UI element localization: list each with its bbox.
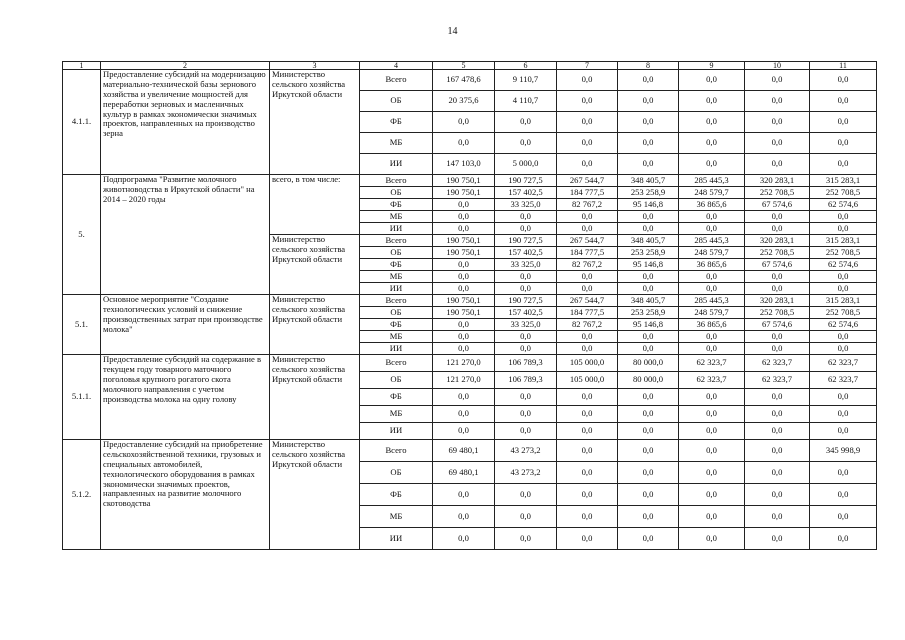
value-cell: 0,0 [618,484,679,506]
value-cell: 267 544,7 [557,295,618,307]
funding-source: ИИ [360,283,433,295]
value-cell: 0,0 [557,423,618,440]
funding-source: МБ [360,133,433,154]
value-cell: 67 574,6 [745,199,810,211]
value-cell: 0,0 [745,112,810,133]
value-cell: 0,0 [745,70,810,91]
value-cell: 0,0 [679,223,745,235]
funding-source: ОБ [360,307,433,319]
value-cell: 0,0 [679,331,745,343]
value-cell: 0,0 [618,133,679,154]
value-cell: 0,0 [618,343,679,355]
value-cell: 0,0 [618,271,679,283]
value-cell: 0,0 [618,440,679,462]
column-number: 11 [810,62,877,70]
value-cell: 0,0 [495,133,557,154]
value-cell: 0,0 [745,506,810,528]
value-cell: 0,0 [679,528,745,550]
value-cell: 33 325,0 [495,319,557,331]
funding-source: ИИ [360,423,433,440]
item-name: Основное мероприятие "Создание технологических условий и снижение производственных затрат при производстве молока" [101,295,270,355]
funding-source: ИИ [360,528,433,550]
value-cell: 285 445,3 [679,295,745,307]
value-cell: 0,0 [557,506,618,528]
value-cell: 252 708,5 [745,247,810,259]
value-cell: 0,0 [495,343,557,355]
value-cell: 157 402,5 [495,307,557,319]
value-cell: 0,0 [745,133,810,154]
item-name: Подпрограмма "Развитие молочного животноводства в Иркутской области" на 2014 – 2020 годы [101,175,270,295]
value-cell: 0,0 [745,223,810,235]
funding-source: ФБ [360,259,433,271]
funding-source: ОБ [360,462,433,484]
value-cell: 147 103,0 [433,154,495,175]
value-cell: 0,0 [745,528,810,550]
value-cell: 0,0 [810,283,877,295]
item-name: Предоставление субсидий на модернизацию материально-технической базы зернового хозяйства и увеличение мощностей для переработки зерновых и масленичных культур в рамках экономически значимых проектов, направленных на производство зерна [101,70,270,175]
funding-source: ОБ [360,372,433,389]
value-cell: 0,0 [618,112,679,133]
page-number: 14 [447,26,458,37]
value-cell: 0,0 [495,331,557,343]
value-cell: 0,0 [433,423,495,440]
value-cell: 0,0 [557,211,618,223]
value-cell: 0,0 [745,389,810,406]
value-cell: 0,0 [557,91,618,112]
value-cell: 315 283,1 [810,175,877,187]
value-cell: 253 258,9 [618,187,679,199]
value-cell: 0,0 [810,271,877,283]
value-cell: 167 478,6 [433,70,495,91]
value-cell: 0,0 [557,271,618,283]
value-cell: 0,0 [679,154,745,175]
responsible-executor: Министерство сельского хозяйства Иркутской области [270,295,360,355]
table-row [63,295,877,307]
value-cell: 82 767,2 [557,319,618,331]
value-cell: 0,0 [433,389,495,406]
value-cell: 69 480,1 [433,440,495,462]
value-cell: 0,0 [557,331,618,343]
value-cell: 0,0 [495,112,557,133]
value-cell: 253 258,9 [618,307,679,319]
column-number: 9 [679,62,745,70]
responsible-executor: Министерство сельского хозяйства Иркутской области [270,235,360,295]
value-cell: 190 727,5 [495,235,557,247]
funding-source: ФБ [360,389,433,406]
value-cell: 315 283,1 [810,235,877,247]
funding-source: МБ [360,406,433,423]
funding-source: ФБ [360,319,433,331]
value-cell: 190 750,1 [433,295,495,307]
value-cell: 62 574,6 [810,259,877,271]
value-cell: 0,0 [810,528,877,550]
funding-source: ОБ [360,187,433,199]
value-cell: 4 110,7 [495,91,557,112]
value-cell: 0,0 [433,484,495,506]
value-cell: 252 708,5 [745,307,810,319]
value-cell: 0,0 [679,506,745,528]
value-cell: 0,0 [495,389,557,406]
value-cell: 121 270,0 [433,372,495,389]
value-cell: 190 750,1 [433,247,495,259]
item-code: 5.1.2. [63,440,101,550]
table-row [63,70,877,91]
funding-source: Всего [360,235,433,247]
value-cell: 0,0 [557,440,618,462]
value-cell: 0,0 [618,223,679,235]
value-cell: 190 727,5 [495,175,557,187]
value-cell: 0,0 [618,70,679,91]
funding-source: МБ [360,271,433,283]
value-cell: 0,0 [810,423,877,440]
value-cell: 67 574,6 [745,319,810,331]
value-cell: 315 283,1 [810,295,877,307]
funding-source: МБ [360,506,433,528]
value-cell: 0,0 [810,133,877,154]
value-cell: 95 146,8 [618,319,679,331]
column-number: 6 [495,62,557,70]
value-cell: 0,0 [433,319,495,331]
responsible-executor: Министерство сельского хозяйства Иркутской области [270,355,360,440]
value-cell: 62 323,7 [745,355,810,372]
value-cell: 0,0 [810,506,877,528]
value-cell: 190 750,1 [433,175,495,187]
value-cell: 0,0 [679,406,745,423]
column-number: 2 [101,62,270,70]
value-cell: 0,0 [433,406,495,423]
funding-source: ИИ [360,223,433,235]
value-cell: 0,0 [745,462,810,484]
value-cell: 62 574,6 [810,199,877,211]
value-cell: 0,0 [745,283,810,295]
value-cell: 0,0 [618,389,679,406]
budget-table [62,61,877,550]
responsible-executor: Министерство сельского хозяйства Иркутской области [270,70,360,175]
column-number: 4 [360,62,433,70]
value-cell: 0,0 [745,154,810,175]
value-cell: 0,0 [810,154,877,175]
value-cell: 0,0 [679,112,745,133]
item-code: 5. [63,175,101,295]
value-cell: 20 375,6 [433,91,495,112]
item-code: 5.1. [63,295,101,355]
value-cell: 36 865,6 [679,319,745,331]
funding-source: ФБ [360,112,433,133]
value-cell: 0,0 [810,389,877,406]
value-cell: 0,0 [810,112,877,133]
column-number: 7 [557,62,618,70]
column-number: 10 [745,62,810,70]
value-cell: 0,0 [495,423,557,440]
value-cell: 0,0 [810,70,877,91]
value-cell: 9 110,7 [495,70,557,91]
value-cell: 0,0 [433,259,495,271]
item-name: Предоставление субсидий на приобретение сельскохозяйственной техники, грузовых и специальных автомобилей, технологического оборудования в рамках экономически значимых проектов, направленных на развитие молочного скотоводства [101,440,270,550]
responsible-executor: Министерство сельского хозяйства Иркутской области [270,440,360,550]
column-number: 8 [618,62,679,70]
value-cell: 33 325,0 [495,199,557,211]
value-cell: 0,0 [618,462,679,484]
value-cell: 62 323,7 [679,355,745,372]
value-cell: 0,0 [495,211,557,223]
item-code: 4.1.1. [63,70,101,175]
funding-source: ИИ [360,343,433,355]
value-cell: 62 323,7 [679,372,745,389]
funding-source: Всего [360,355,433,372]
value-cell: 121 270,0 [433,355,495,372]
responsible-executor: всего, в том числе: [270,175,360,235]
value-cell: 105 000,0 [557,372,618,389]
value-cell: 0,0 [495,223,557,235]
value-cell: 252 708,5 [745,187,810,199]
value-cell: 157 402,5 [495,187,557,199]
value-cell: 0,0 [557,154,618,175]
value-cell: 157 402,5 [495,247,557,259]
value-cell: 285 445,3 [679,175,745,187]
value-cell: 67 574,6 [745,259,810,271]
value-cell: 0,0 [745,211,810,223]
value-cell: 0,0 [679,91,745,112]
value-cell: 252 708,5 [810,307,877,319]
table-row [63,355,877,372]
value-cell: 0,0 [618,528,679,550]
value-cell: 62 323,7 [745,372,810,389]
value-cell: 0,0 [679,484,745,506]
value-cell: 0,0 [745,423,810,440]
value-cell: 0,0 [745,331,810,343]
value-cell: 0,0 [679,423,745,440]
value-cell: 95 146,8 [618,199,679,211]
value-cell: 253 258,9 [618,247,679,259]
value-cell: 0,0 [618,423,679,440]
funding-source: Всего [360,175,433,187]
value-cell: 0,0 [679,343,745,355]
value-cell: 0,0 [618,506,679,528]
funding-source: ОБ [360,247,433,259]
table-row [63,175,877,187]
value-cell: 95 146,8 [618,259,679,271]
value-cell: 0,0 [810,406,877,423]
value-cell: 0,0 [433,211,495,223]
value-cell: 0,0 [810,343,877,355]
value-cell: 0,0 [433,343,495,355]
value-cell: 69 480,1 [433,462,495,484]
funding-source: ИИ [360,154,433,175]
value-cell: 0,0 [557,484,618,506]
value-cell: 106 789,3 [495,355,557,372]
value-cell: 0,0 [557,283,618,295]
value-cell: 0,0 [810,223,877,235]
value-cell: 0,0 [679,462,745,484]
value-cell: 43 273,2 [495,440,557,462]
value-cell: 320 283,1 [745,175,810,187]
value-cell: 62 574,6 [810,319,877,331]
item-code: 5.1.1. [63,355,101,440]
value-cell: 0,0 [810,211,877,223]
value-cell: 0,0 [557,462,618,484]
value-cell: 62 323,7 [810,355,877,372]
value-cell: 0,0 [495,271,557,283]
value-cell: 0,0 [810,462,877,484]
value-cell: 36 865,6 [679,259,745,271]
value-cell: 0,0 [433,199,495,211]
value-cell: 348 405,7 [618,295,679,307]
funding-source: Всего [360,70,433,91]
value-cell: 0,0 [495,528,557,550]
value-cell: 82 767,2 [557,259,618,271]
column-number: 5 [433,62,495,70]
value-cell: 0,0 [557,223,618,235]
value-cell: 0,0 [495,506,557,528]
value-cell: 348 405,7 [618,235,679,247]
value-cell: 36 865,6 [679,199,745,211]
funding-source: Всего [360,295,433,307]
column-number: 1 [63,62,101,70]
value-cell: 0,0 [557,343,618,355]
value-cell: 0,0 [745,440,810,462]
value-cell: 0,0 [495,283,557,295]
value-cell: 345 998,9 [810,440,877,462]
value-cell: 5 000,0 [495,154,557,175]
value-cell: 80 000,0 [618,372,679,389]
value-cell: 0,0 [745,406,810,423]
value-cell: 248 579,7 [679,307,745,319]
value-cell: 33 325,0 [495,259,557,271]
value-cell: 0,0 [433,271,495,283]
value-cell: 0,0 [618,211,679,223]
value-cell: 0,0 [679,211,745,223]
value-cell: 348 405,7 [618,175,679,187]
value-cell: 105 000,0 [557,355,618,372]
value-cell: 0,0 [557,70,618,91]
value-cell: 267 544,7 [557,175,618,187]
value-cell: 0,0 [810,331,877,343]
funding-source: МБ [360,211,433,223]
value-cell: 320 283,1 [745,235,810,247]
value-cell: 106 789,3 [495,372,557,389]
value-cell: 0,0 [557,112,618,133]
value-cell: 0,0 [433,223,495,235]
value-cell: 0,0 [745,91,810,112]
value-cell: 0,0 [618,91,679,112]
funding-source: Всего [360,440,433,462]
value-cell: 0,0 [679,283,745,295]
value-cell: 0,0 [618,154,679,175]
value-cell: 248 579,7 [679,247,745,259]
value-cell: 0,0 [618,283,679,295]
value-cell: 0,0 [679,389,745,406]
value-cell: 0,0 [433,283,495,295]
value-cell: 43 273,2 [495,462,557,484]
value-cell: 190 750,1 [433,307,495,319]
value-cell: 0,0 [433,133,495,154]
value-cell: 0,0 [810,91,877,112]
item-name: Предоставление субсидий на содержание в текущем году товарного маточного поголовья крупного рогатого скота молочного направления с учетом производства молока на одну голову [101,355,270,440]
value-cell: 0,0 [557,389,618,406]
value-cell: 82 767,2 [557,199,618,211]
value-cell: 0,0 [618,331,679,343]
value-cell: 285 445,3 [679,235,745,247]
value-cell: 0,0 [618,406,679,423]
value-cell: 0,0 [557,406,618,423]
value-cell: 190 750,1 [433,187,495,199]
table-row [63,440,877,462]
value-cell: 0,0 [679,271,745,283]
funding-source: ОБ [360,91,433,112]
value-cell: 80 000,0 [618,355,679,372]
funding-source: МБ [360,331,433,343]
value-cell: 0,0 [433,506,495,528]
value-cell: 190 750,1 [433,235,495,247]
value-cell: 0,0 [745,271,810,283]
value-cell: 320 283,1 [745,295,810,307]
funding-source: ФБ [360,484,433,506]
value-cell: 248 579,7 [679,187,745,199]
value-cell: 267 544,7 [557,235,618,247]
value-cell: 252 708,5 [810,247,877,259]
value-cell: 0,0 [433,331,495,343]
value-cell: 190 727,5 [495,295,557,307]
value-cell: 0,0 [745,484,810,506]
value-cell: 62 323,7 [810,372,877,389]
value-cell: 0,0 [557,133,618,154]
value-cell: 0,0 [495,406,557,423]
column-number: 3 [270,62,360,70]
value-cell: 0,0 [810,484,877,506]
value-cell: 0,0 [679,440,745,462]
value-cell: 0,0 [679,133,745,154]
value-cell: 0,0 [679,70,745,91]
value-cell: 0,0 [495,484,557,506]
value-cell: 0,0 [433,112,495,133]
value-cell: 0,0 [433,528,495,550]
value-cell: 0,0 [745,343,810,355]
value-cell: 184 777,5 [557,307,618,319]
value-cell: 252 708,5 [810,187,877,199]
value-cell: 184 777,5 [557,247,618,259]
funding-source: ФБ [360,199,433,211]
value-cell: 184 777,5 [557,187,618,199]
value-cell: 0,0 [557,528,618,550]
